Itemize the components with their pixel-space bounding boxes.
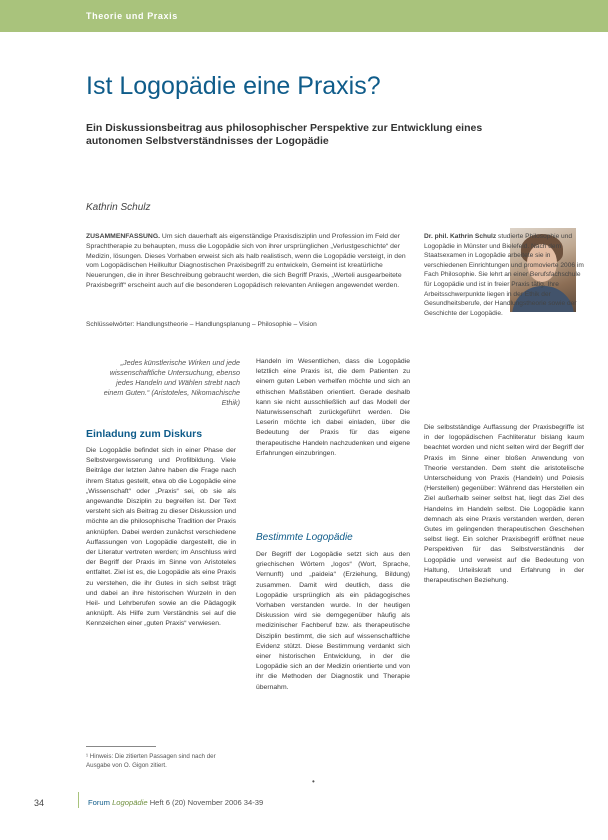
heading-einladung: Einladung zum Diskurs xyxy=(86,428,203,440)
abstract xyxy=(86,232,406,291)
abstract-text: Um sich dauerhaft als eigenständige Praxisdisziplin und Profession im Feld der Sprachtherapie zu behaupten, muss die Logopädie sich von ihrer ursprünglichen „Verlustgeschichte“ der Medizin, lösungen. Dieses Vorhaben erweist sich als halb realistisch, wenn die Logopädie versteigt, in den vom Logopädischen Heilkultur Diagnostischen Praxisbegriff zu entwickeln, Gemeint ist kreatürliche Neuerungen, die in ihrer Beschreibung gebraucht werden, die sich Begriff Praxis, „Werteli ausgearbeitete Praxisbegriff“ erscheint auch auf die besonderen Logopädisch relevanten Anliegen angewendet werden. xyxy=(86,233,406,289)
section-label: Theorie und Praxis xyxy=(86,11,178,21)
journal-prefix: Forum xyxy=(88,798,110,807)
article-subtitle: Ein Diskussionsbeitrag aus philosophischer Perspektive zur Entwicklung eines autonomen Selbstverständnisses der Logopädie xyxy=(86,122,483,147)
keywords: Schlüsselwörter: Handlungstheorie – Handlungsplanung – Philosophie – Vision xyxy=(86,321,317,328)
journal-name: Logopädie xyxy=(112,798,148,807)
column-2-body: Der Begriff der Logopädie setzt sich aus den griechischen Wörtern „logos“ (Wort, Sprache, Vernunft) und „paideia“ (Erziehung, Bildung) zusammen. Damit wird deutlich, dass die Logopädie ursprünglich als ein pädagogisches Vorhaben verstanden wurde. In der heutigen Diskussion wird sie demgegenüber häufig als medizinischer Fachberuf bzw. als therapeutische Disziplin bestimmt, die sich auf wissenschaftliche Evidenz stützt. Diese Bestimmung verdankt sich einer historischen Entwicklung, in der die Logopädie sich an der Medizin orientierte und von ihr die Methoden der Diagnostik und Therapie übernahm. xyxy=(256,551,410,691)
bio-name: Dr. phil. Kathrin Schulz xyxy=(424,233,497,240)
epigraph-quote: „Jedes künstlerische Wirken und jede wissenschaftliche Untersuchung, ebenso jedes Handeln und Wählen strebt nach einem Guten.“ (Aristoteles, Nikomachische Ethik) xyxy=(103,358,240,407)
journal-footer xyxy=(88,798,263,807)
page-dot: • xyxy=(312,777,315,786)
column-3-body: Die selbstständige Auffassung der Praxisbegriffe ist in der logopädischen Fachliteratur bislang kaum beachtet worden und nicht selten wird der Begriff der Praxis im Sinne einer bloßen Anwendung von Theorie verstanden. Dem steht die aristotelische Unterscheidung von Praxis (Handeln) und Poiesis (Herstellen) gegenüber: Während das Herstellen ein Ziel außerhalb seiner selbst hat, liegt das Ziel des Handelns im Handeln selbst. Die Logopädie kann demnach als eine Praxis verstanden werden, deren Gutes im gelingenden therapeutischen Geschehen selbst liegt. Ein solcher Praxisbegriff eröffnet neue Perspektiven für das Selbstverständnis der Logopädie und verweist auf die Bedeutung von Haltung, Urteilskraft und Erfahrung in der therapeutischen Beziehung. xyxy=(424,424,584,585)
column-1-body: Die Logopädie befindet sich in einer Phase der Selbstvergewisserung und Profilbildung. Viele Beiträge der letzten Jahre haben die Frage nach ihrem Status gestellt, etwa ob die Logopädie eine „Wissenschaft“ oder „Praxis“ sei, ob sie als angewandte Disziplin zu begreifen ist. Der Text versteht sich als Beitrag zu dieser Diskussion und möchte an die philosophische Tradition der Praxis anknüpfen. Dabei werden zunächst verschiedene Auffassungen von Logopädie dargestellt, die in der Literatur vertreten werden; im Anschluss wird der Begriff der Praxis im Sinne von Aristoteles entfaltet. Ziel ist es, die Logopädie als eine Praxis zu verstehen, die ihr Gutes in sich selbst trägt und dabei an ihre historischen Wurzeln in den Heil- und Lehrberufen sowie an die Pädagogik anknüpft. Als Hilfe zum Verständnis sei auf die Kennzeichen einer „guten Praxis“ verwiesen. xyxy=(86,447,236,628)
article-title: Ist Logopädie eine Praxis? xyxy=(86,72,381,100)
bio-text: studierte Philosophie und Logopädie in Münster und Bielefeld. Nach dem Staatsexamen in Logopädie arbeitete sie in verschiedenen Einrichtungen und promovierte 2006 im Fach Philosophie. Sie lehrt an einer Berufsfachschule für Logopädie und ist in freier Praxis tätig. Ihre Arbeitsschwerpunkte liegen in der Ethik der Gesundheitsberufe, der Handlungstheorie sowie der Geschichte der Logopädie. xyxy=(424,233,584,317)
author-name: Kathrin Schulz xyxy=(86,202,151,213)
author-bio xyxy=(424,232,584,318)
heading-bestimmte: Bestimmte Logopädie xyxy=(256,532,353,543)
footer-divider xyxy=(78,792,79,808)
column-2-intro: Handeln im Wesentlichen, dass die Logopädie letztlich eine Praxis ist, die dem Patienten zu einem guten Leben verhelfen möchte und sich an ethischen Maßstäben orientiert. Gerade deshalb kann sie nicht ausschließlich auf das Modell der Naturwissenschaft zurückgeführt werden. Die Leserin möchte ich dabei einladen, über die Bedeutung der Praxis für das eigene therapeutische Handeln nachzudenken und eigene Erfahrungen einzubringen. xyxy=(256,358,410,457)
page-number: 34 xyxy=(34,798,45,808)
journal-issue: Heft 6 (20) November 2006 34-39 xyxy=(149,798,264,807)
footnote-rule xyxy=(86,746,156,747)
footnote: ¹ Hinweis: Die zitierten Passagen sind nach der Ausgabe von O. Gigon zitiert. xyxy=(86,753,216,769)
section-header-bar xyxy=(0,0,608,32)
abstract-label: ZUSAMMENFASSUNG. xyxy=(86,233,161,240)
